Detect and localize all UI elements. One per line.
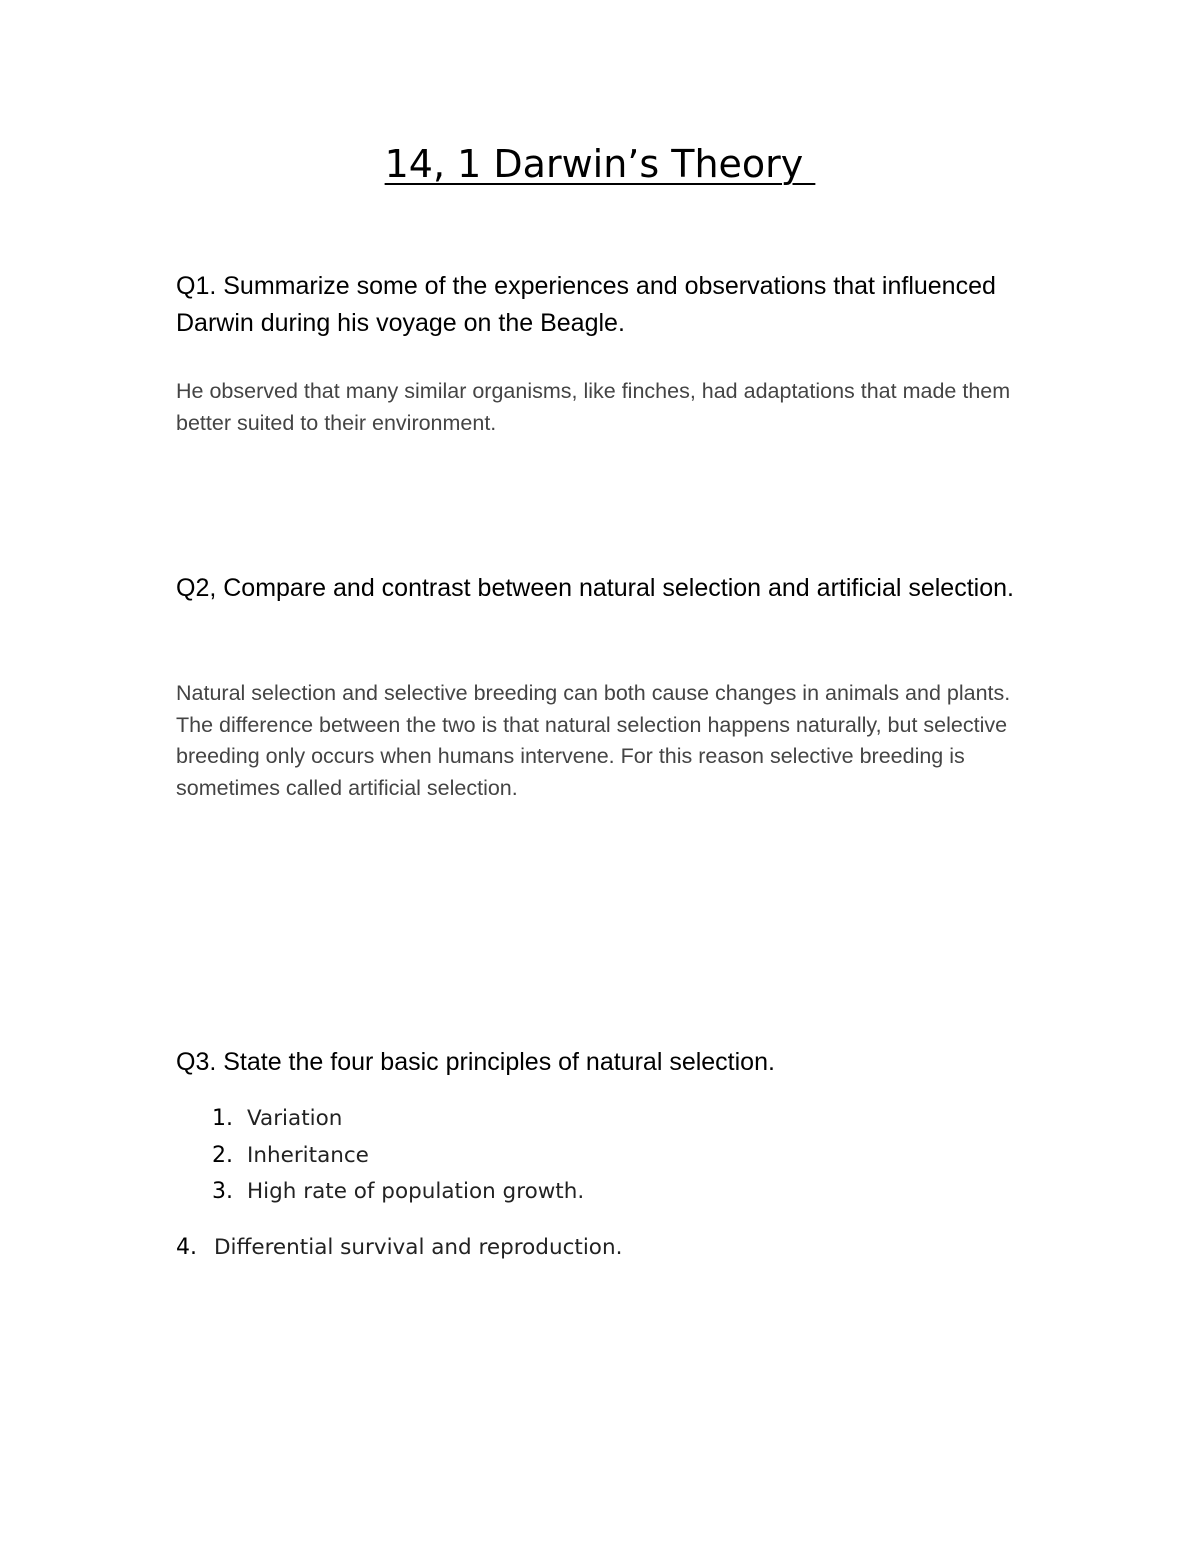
question-3: Q3. State the four basic principles of natural selection. [176, 1048, 775, 1076]
answer-1: He observed that many similar organisms, like finches, had adaptations that made them better suited to their environment. [176, 379, 1011, 435]
list-item-number: 4. [176, 1235, 197, 1260]
list-item-text: Variation [247, 1106, 343, 1131]
list-item-number: 2. [212, 1143, 233, 1168]
question-1: Q1. Summarize some of the experiences and observations that influenced Darwin during his voyage on the Beagle. [176, 272, 996, 337]
page-title-text: 14, 1 Darwin’s Theory [384, 142, 816, 186]
list-item [212, 1141, 369, 1171]
list-item-text: Inheritance [247, 1143, 369, 1168]
list-item [212, 1177, 584, 1207]
page-title [0, 140, 1200, 188]
list-item-number: 3. [212, 1179, 233, 1204]
list-item [176, 1233, 622, 1263]
list-item-text: High rate of population growth. [247, 1179, 585, 1204]
list-item-text: Differential survival and reproduction. [214, 1235, 623, 1260]
answer-2: Natural selection and selective breeding can both cause changes in animals and plants. The difference between the two is that natural selection happens naturally, but selective breeding only occurs when humans intervene. For this reason selective breeding is sometimes called artificial selection. [176, 681, 1011, 800]
list-item [212, 1104, 342, 1134]
question-2: Q2, Compare and contrast between natural selection and artificial selection. [176, 574, 1014, 602]
list-item-number: 1. [212, 1106, 233, 1131]
